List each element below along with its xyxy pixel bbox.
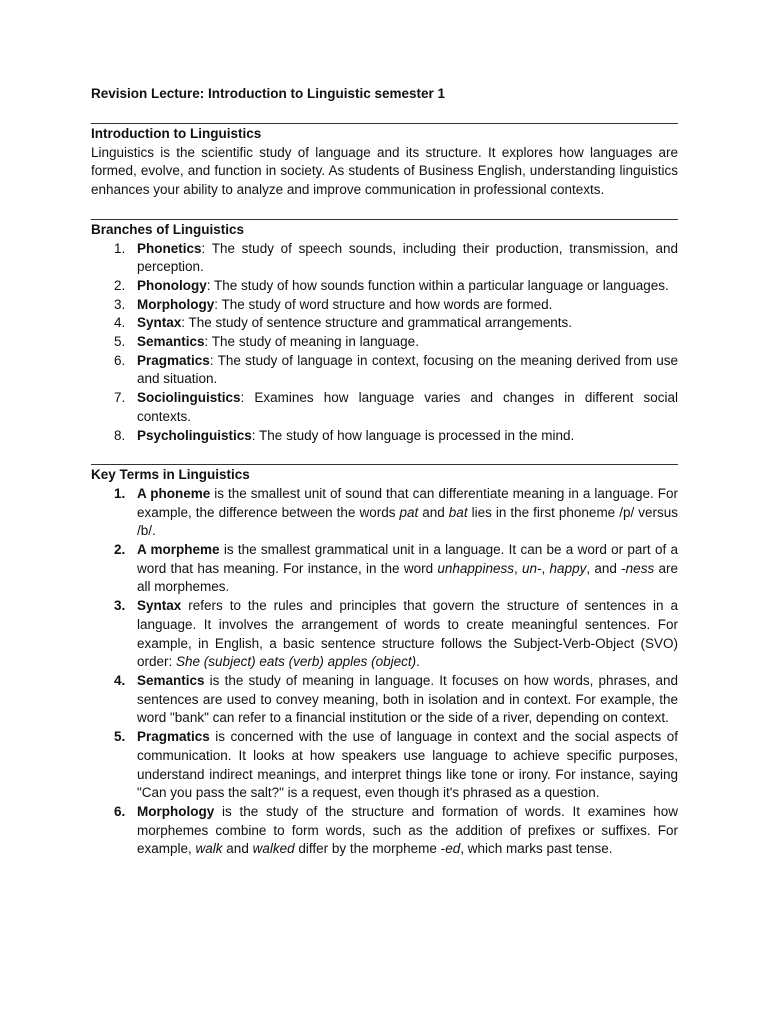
intro-heading: Introduction to Linguistics xyxy=(91,126,262,141)
list-item xyxy=(91,803,678,859)
list-item xyxy=(91,597,678,672)
key-term-text: refers to the rules and principles that govern the structure of sentences in a language. It involves the arrangement of words to create meaningful sentences. For example, in English, a basic sentence structure follows the Subject-Verb-Object (SVO) order: xyxy=(137,598,678,670)
intro-body: Linguistics is the scientific study of language and its structure. It explores how languages are formed, evolve, and function in society. As students of Business English, understanding linguistics enhances your ability to analyze and improve communication in professional contexts. xyxy=(91,144,678,198)
branch-term: Morphology xyxy=(137,296,215,312)
branch-term: Phonetics xyxy=(137,240,202,256)
example-word: pat xyxy=(399,504,419,520)
document-page xyxy=(91,84,678,859)
key-term-text: . xyxy=(416,654,420,670)
list-item xyxy=(91,728,678,803)
list-number: 1. xyxy=(114,240,126,256)
branch-description: : Examines how language varies and changes in different social contexts. xyxy=(137,390,678,424)
branch-description: : The study of speech sounds, including their production, transmission, and perception. xyxy=(137,240,678,275)
list-item xyxy=(91,389,678,426)
key-term-text: , xyxy=(541,560,550,576)
list-number: 5. xyxy=(114,334,126,350)
example-word: bat xyxy=(448,504,468,520)
branch-description: : The study of language in context, focusing on the meaning derived from use and situation. xyxy=(137,352,678,387)
branches-list xyxy=(91,240,678,446)
example-word: walked xyxy=(252,841,295,857)
example-word: ness xyxy=(625,560,655,576)
intro-section xyxy=(91,123,678,200)
key-term: A phoneme xyxy=(137,485,211,501)
key-term-text: differ by the morpheme - xyxy=(294,841,446,857)
list-item xyxy=(91,314,678,333)
key-term-text: are all morphemes. xyxy=(137,560,678,595)
key-term-text: , xyxy=(513,560,522,576)
branch-term: Semantics xyxy=(137,334,205,350)
key-term-text: is the smallest grammatical unit in a language. It can be a word or part of a word that has meaning. For instance, in the word xyxy=(137,542,679,576)
branch-term: Syntax xyxy=(137,315,182,331)
key-term-text: is the smallest unit of sound that can differentiate meaning in a language. For example, the difference between the words xyxy=(137,485,678,520)
example-word: walk xyxy=(195,841,223,857)
list-number: 2. xyxy=(114,542,126,558)
list-number: 4. xyxy=(114,672,126,688)
list-item xyxy=(91,427,678,446)
key-term: Semantics xyxy=(137,672,205,688)
key-term-text: , and - xyxy=(586,560,626,576)
branch-description: : The study of sentence structure and grammatical arrangements. xyxy=(181,315,572,331)
branch-term: Sociolinguistics xyxy=(137,390,241,406)
branch-term: Psycholinguistics xyxy=(137,427,252,443)
branch-description: : The study of how language is processed in the mind. xyxy=(251,427,575,443)
list-number: 3. xyxy=(114,296,126,312)
branches-heading: Branches of Linguistics xyxy=(91,221,245,237)
example-word: un- xyxy=(522,560,542,576)
list-item xyxy=(91,333,678,352)
list-item xyxy=(91,485,678,541)
list-number: 2. xyxy=(114,277,126,293)
list-number: 5. xyxy=(114,729,126,745)
key-term-text: is concerned with the use of language in context and the social aspects of communication. It looks at how speakers use language to achieve specific purposes, understand indirect meanings, and interpret things like tone or irony. For instance, saying "Can you pass the salt?" is a request, even though it's phrased as a question. xyxy=(137,729,678,801)
list-number: 8. xyxy=(114,427,126,443)
list-number: 4. xyxy=(114,315,126,331)
document-title: Revision Lecture: Introduction to Linguistic semester 1 xyxy=(91,86,446,101)
example-word: happy xyxy=(549,560,587,576)
list-item xyxy=(91,240,678,277)
branch-term: Pragmatics xyxy=(137,352,210,368)
key-term-text: and xyxy=(222,841,253,857)
branches-section xyxy=(91,219,678,445)
list-number: 3. xyxy=(114,598,126,614)
example-sentence: She (subject) eats (verb) apples (object) xyxy=(176,654,417,670)
list-item xyxy=(91,352,678,389)
list-number: 7. xyxy=(114,390,126,406)
key-term-text: and xyxy=(418,504,449,520)
branch-description: : The study of meaning in language. xyxy=(204,334,419,350)
example-word: ed xyxy=(445,841,461,857)
list-item xyxy=(91,277,678,296)
branch-description: : The study of word structure and how words are formed. xyxy=(214,296,553,312)
key-term: Pragmatics xyxy=(137,729,210,745)
branch-description: : The study of how sounds function within a particular language or languages. xyxy=(206,277,669,293)
list-item xyxy=(91,672,678,728)
list-number: 1. xyxy=(114,485,126,501)
key-term: A morpheme xyxy=(137,542,220,558)
key-terms-heading: Key Terms in Linguistics xyxy=(91,467,250,483)
branch-term: Phonology xyxy=(137,277,207,293)
key-term: Morphology xyxy=(137,803,215,819)
key-term-text: lies in the first phoneme /p/ versus /b/. xyxy=(137,504,678,539)
key-terms-list xyxy=(91,485,678,859)
list-item xyxy=(91,541,678,597)
key-term-text: , which marks past tense. xyxy=(460,841,613,857)
list-item xyxy=(91,296,678,315)
key-term: Syntax xyxy=(137,598,182,614)
list-number: 6. xyxy=(114,352,126,368)
key-terms-section xyxy=(91,464,678,859)
key-term-text: is the study of meaning in language. It focuses on how words, phrases, and sentences are used to convey meaning, both in isolation and in context. For example, the word "bank" can refer to a financial institution or the side of a river, depending on context. xyxy=(137,672,678,726)
example-word: unhappiness xyxy=(437,560,514,576)
key-term-text: is the study of the structure and formation of words. It examines how morphemes combine to form words, such as the addition of prefixes or suffixes. For example, xyxy=(137,803,678,857)
list-number: 6. xyxy=(114,803,126,819)
